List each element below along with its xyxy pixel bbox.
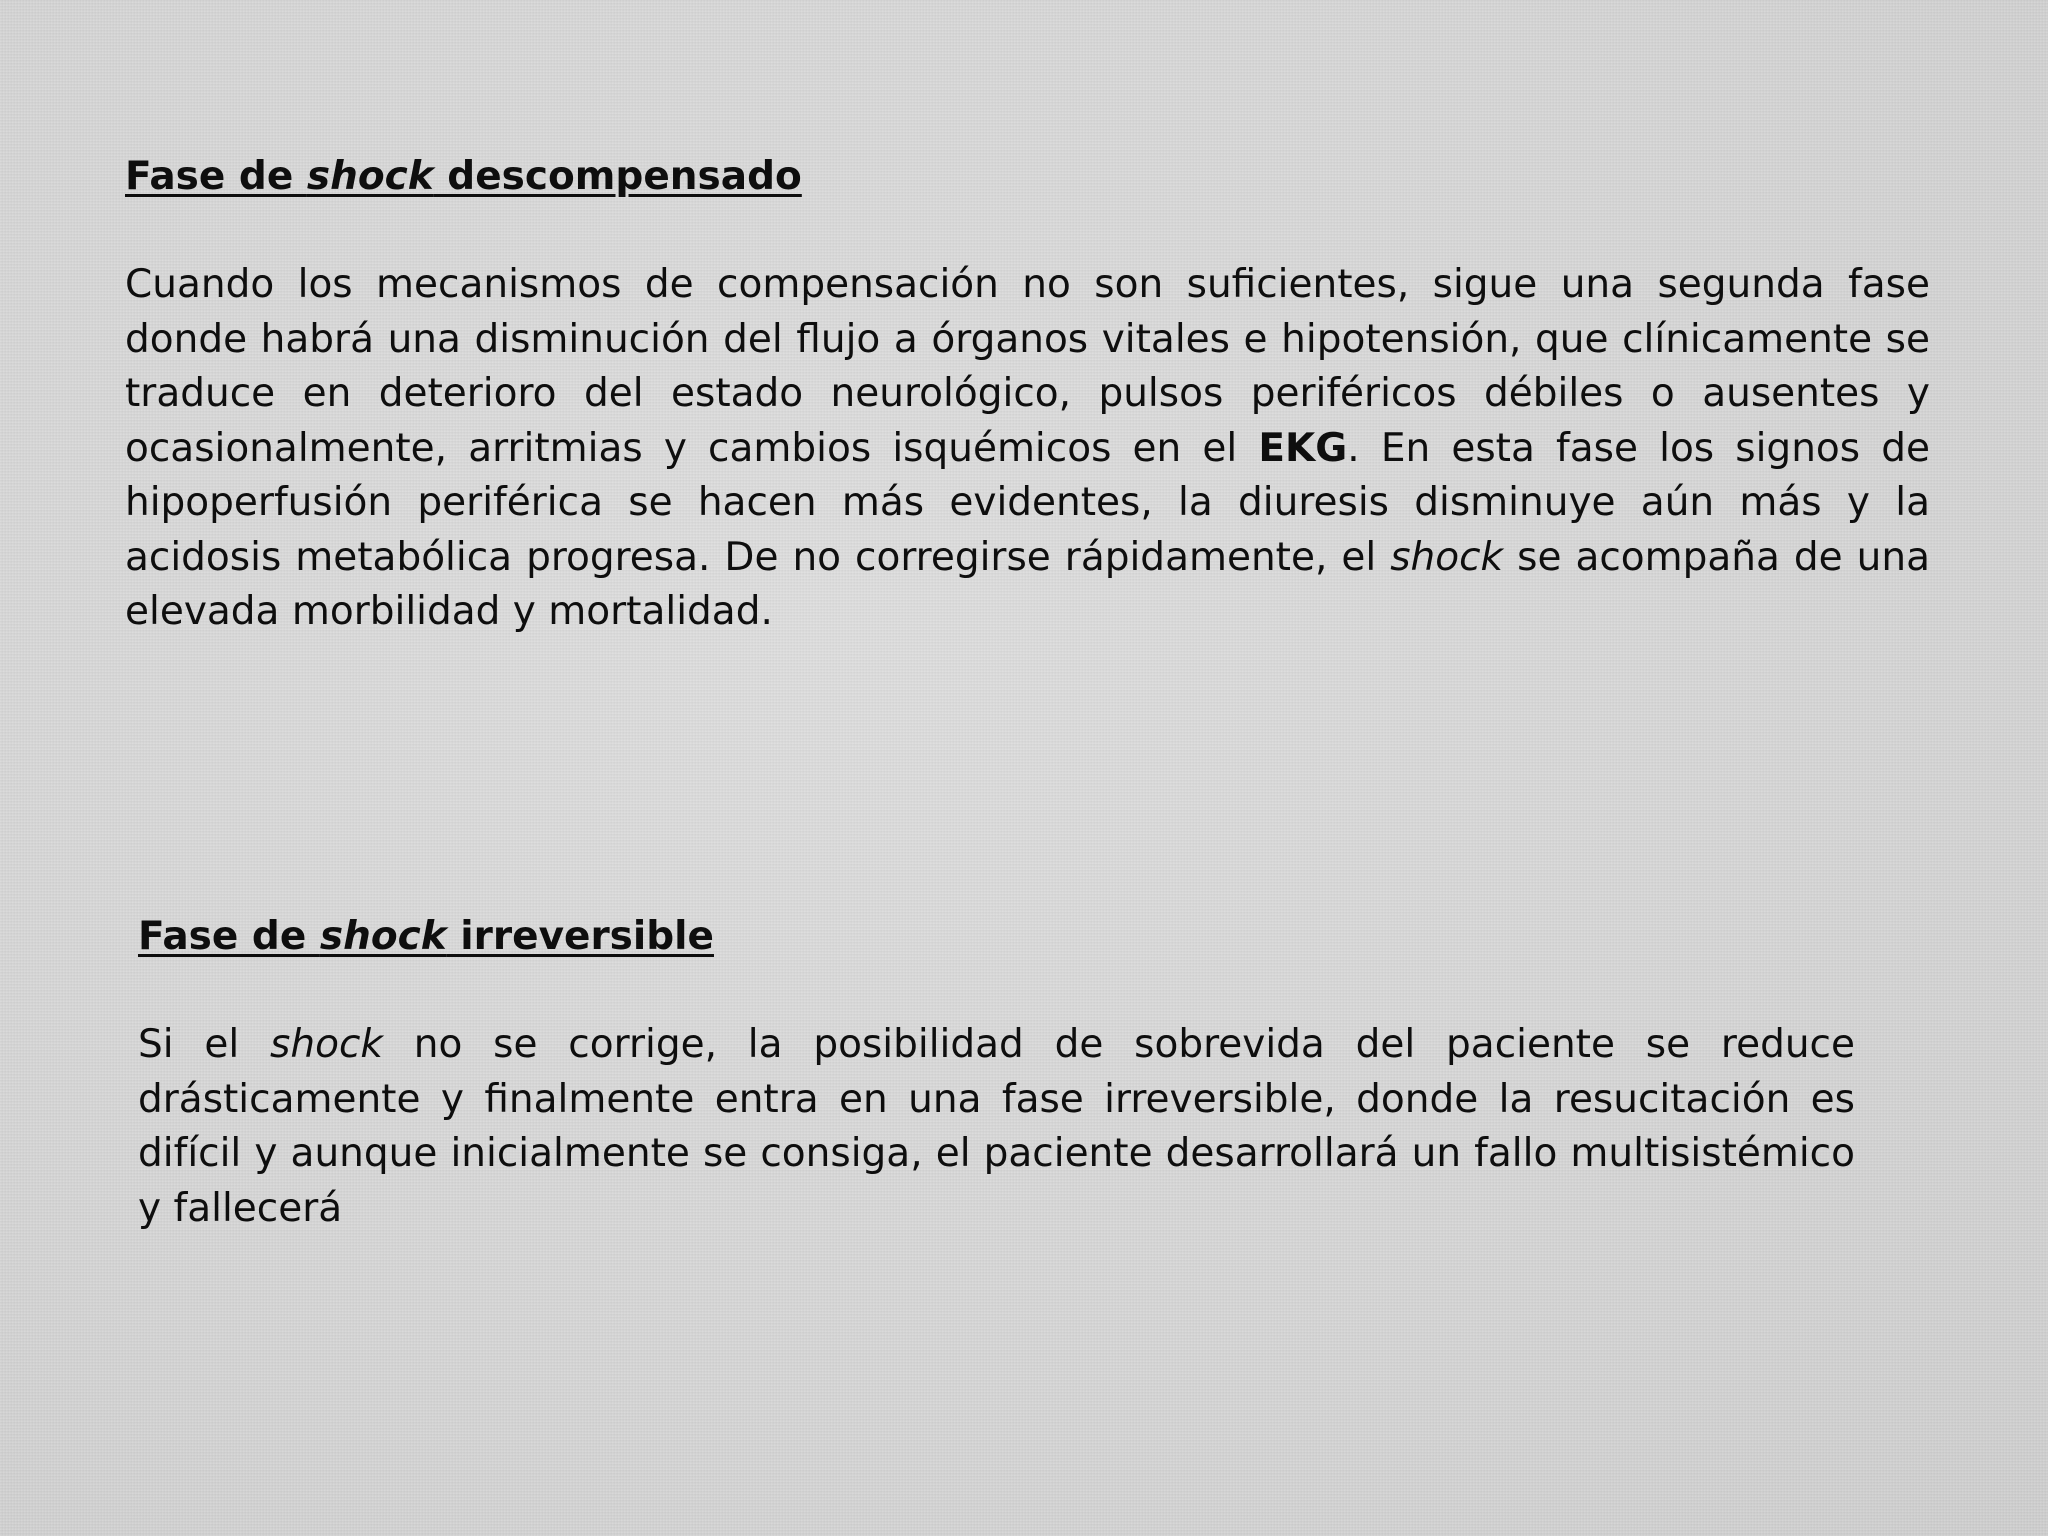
section-heading-decompensated [125, 150, 1930, 204]
heading-text-italic: shock [306, 154, 434, 199]
section-heading-irreversible [138, 910, 1855, 964]
paragraph-italic-term: shock [1390, 534, 1504, 580]
paragraph-text: Cuando los mecanismos de compensación no son suficientes, sigue una segunda fase donde habrá una disminución del flujo a órganos vitales e hipotensión, que clínicamente se traduce en deterioro del estado neurológico, pulsos periféricos débiles o ausentes y ocasionalmente, arritmias y cambios isquémicos en el [125, 262, 1930, 471]
section-decompensated-shock [125, 150, 1930, 640]
paragraph-italic-term: shock [270, 1022, 383, 1067]
paragraph-text: Si el [138, 1022, 271, 1067]
heading-text-italic: shock [319, 914, 447, 959]
heading-text-pre: Fase de [138, 914, 320, 959]
section-paragraph-irreversible [138, 1018, 1855, 1236]
heading-text-pre: Fase de [125, 154, 307, 199]
paragraph-bold-term: EKG [1258, 425, 1348, 471]
paragraph-text: se acompaña de una elevada morbilidad y mortalidad. [125, 534, 1930, 634]
section-irreversible-shock [138, 910, 1855, 1236]
section-paragraph-decompensated [125, 258, 1930, 640]
heading-text-post: irreversible [446, 914, 714, 959]
paragraph-text: . En esta fase los signos de hipoperfusión periférica se hacen más evidentes, la diuresis disminuye aún más y la acidosis metabólica progresa. De no corregirse rápidamente, el [125, 425, 1930, 580]
heading-text-post: descompensado [433, 154, 802, 199]
paragraph-text: no se corrige, la posibilidad de sobrevida del paciente se reduce drásticamente y finalmente entra en una fase irreversible, donde la resucitación es difícil y aunque inicialmente se consiga, el paciente desarrollará un fallo multisistémico y fallecerá [138, 1022, 1855, 1231]
